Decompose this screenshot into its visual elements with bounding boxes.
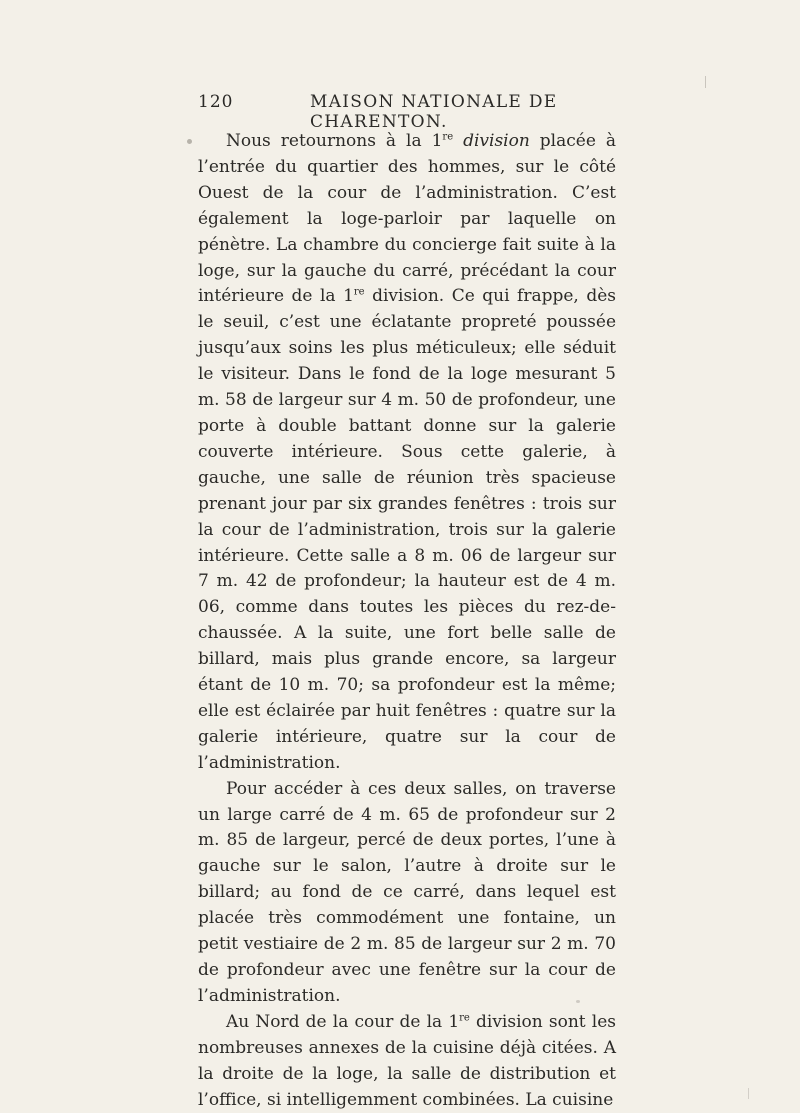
italic-term: division (453, 131, 530, 151)
ordinal-suffix: re (353, 286, 365, 298)
paragraph-3 (198, 1010, 616, 1113)
page-header (198, 92, 616, 132)
paragraph-3-text: division sont les nombreuses annexes de la cuisine déjà citées. A la droite de la loge, la salle de distribution et l’office, si intelligemment combinées. La cuisine (198, 1011, 616, 1110)
ordinal-number: 1 (448, 1011, 460, 1032)
marginal-dot (187, 139, 192, 144)
page-number: 120 (198, 92, 234, 112)
paragraph-1-continuation: division. Ce qui frappe, dès le seuil, c’est une éclatante propreté poussée jusqu’aux soins les plus méticuleux; elle séduit le visiteur. Dans le fond de la loge mesurant 5 m. 58 de largeur sur 4 m. 50 de profondeur, une porte à double battant donne sur la galerie couverte intérieure. Sous cette galerie, à gauche, une salle de réunion très spacieuse prenant jour par six grandes fenêtres : trois sur la cour de l’administration, trois sur la galerie intérieure. Cette salle a 8 m. 06 de largeur sur 7 m. 42 de profondeur; la hauteur est de 4 m. 06, comme dans toutes les pièces du rez-de-chaussée. A la suite, une fort belle salle de billard, mais plus grande encore, sa largeur étant de 10 m. 70; sa profondeur est la même; elle est éclairée par huit fenêtres : quatre sur la galerie intérieure, quatre sur la cour de l’administration. (198, 286, 616, 773)
ordinal-suffix: re (442, 131, 454, 143)
body-text (198, 129, 616, 1113)
ordinal-number: 1 (343, 286, 354, 307)
paragraph-3-intro: Au Nord de la cour de la (226, 1011, 449, 1032)
paragraph-1-intro: Nous retournons à la (226, 131, 432, 151)
paragraph-2: Pour accéder à ces deux salles, on traverse un large carré de 4 m. 65 de profondeur sur 2 m. 85 de largeur, percé de deux portes, l’une à gauche sur le salon, l’autre à droite sur le billard; au fond de ce carré, dans lequel est placée très commodément une fontaine, un petit vestiaire de 2 m. 85 de largeur sur 2 m. 70 de profondeur avec une fenêtre sur la cour de l’administration. (198, 778, 616, 1006)
paper-mark (705, 76, 706, 88)
running-title: MAISON NATIONALE DE CHARENTON. (310, 92, 558, 132)
paragraph-1-text: placée à l’entrée du quartier des hommes, sur le côté Ouest de la cour de l’administration. C’est également la loge-parloir par laquelle on pénètre. La chambre du concierge fait suite à la loge, sur la gauche du carré, précédant la cour intérieure de la (198, 131, 616, 307)
paragraph-1 (198, 129, 616, 777)
paper-mark (748, 1088, 749, 1099)
ordinal-number: 1 (431, 131, 443, 151)
paper-speck (576, 1000, 580, 1003)
ordinal-suffix: re (459, 1012, 470, 1024)
